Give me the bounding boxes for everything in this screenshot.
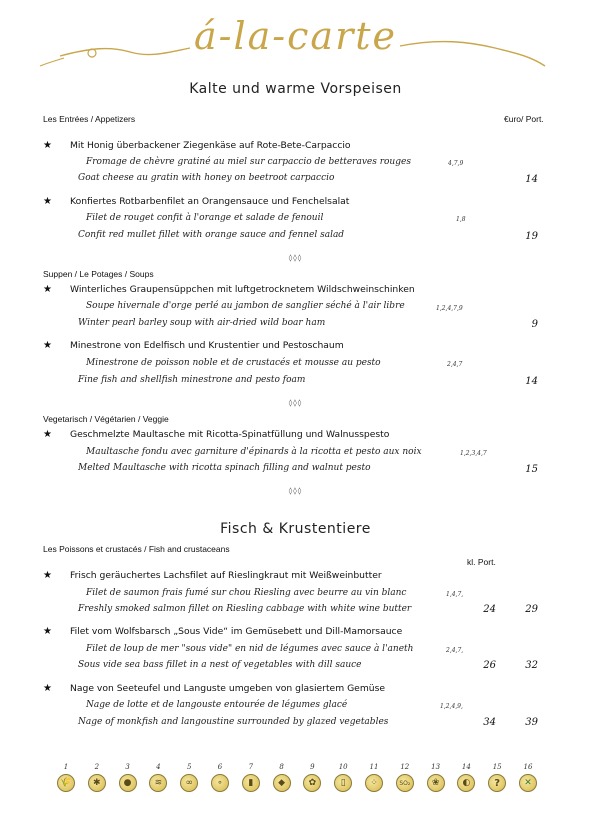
crab-icon: ✱ [88, 774, 106, 792]
dish-star: ★ [43, 284, 52, 295]
dish-name-fr: Soupe hivernale d'orge perlé au jambon de sanglier séché à l'air libre [86, 301, 405, 311]
dish-allergens: 1,2,4,7,9 [436, 305, 463, 312]
mustard-icon: ▯ [334, 774, 352, 792]
category-veggie: Vegetarisch / Végétarien / Veggie [43, 414, 169, 424]
dish-price: 9 [531, 319, 538, 330]
dish-name-de: Winterliches Graupensüppchen mit luftgetrocknetem Wildschweinschinken [70, 284, 415, 295]
dish-allergens: 4,7,9 [448, 160, 464, 167]
logo-text: á-la-carte [193, 14, 397, 58]
allergen-number: 4 [156, 763, 161, 771]
category-entrees: Les Entrées / Appetizers [43, 114, 136, 124]
dish-star: ★ [43, 140, 52, 151]
dish-price: 39 [525, 717, 538, 728]
dish-price-small: 34 [483, 717, 496, 728]
category-soups: Suppen / Le Potages / Soups [43, 269, 154, 279]
dish-allergens: 2,4,7 [447, 361, 463, 368]
egg-icon: ● [119, 774, 137, 792]
allergen-number: 9 [310, 763, 315, 771]
dish-allergens: 2,4,7, [446, 647, 464, 654]
dish-price: 14 [525, 376, 538, 387]
dish-name-fr: Filet de loup de mer "sous vide" en nid de légumes avec sauce à l'aneth [86, 644, 414, 654]
dish-name-en: Fine fish and shellfish minestrone and pesto foam [78, 375, 306, 385]
dish-name-en: Nage of monkfish and langoustine surrounded by glazed vegetables [78, 717, 389, 727]
allergen-number: 11 [369, 763, 379, 771]
dish-name-de: Konfiertes Rotbarbenfilet an Orangensauce und Fenchelsalat [70, 196, 350, 207]
dish-star: ★ [43, 340, 52, 351]
nut-icon: ◆ [273, 774, 291, 792]
wheat-icon: 🌾 [57, 774, 75, 792]
sesame-icon: ⁘ [365, 774, 383, 792]
dish-name-fr: Nage de lotte et de langouste entourée de légumes glacé [86, 700, 348, 710]
dish-price-small: 24 [483, 604, 496, 615]
dish-name-en: Melted Maultasche with ricotta spinach filling and walnut pesto [78, 463, 371, 473]
price-column-header: €uro/ Port. [504, 114, 544, 124]
allergen-number: 16 [523, 763, 533, 771]
dish-name-en: Winter pearl barley soup with air-dried wild boar ham [78, 318, 326, 328]
allergen-number: 7 [248, 763, 254, 771]
dish-price: 29 [525, 604, 538, 615]
peanut-icon: ∞ [180, 774, 198, 792]
allergen-number: 13 [431, 763, 441, 771]
dish-name-de: Nage von Seeteufel und Languste umgeben von glasiertem Gemüse [70, 683, 386, 694]
allergen-number: 8 [279, 763, 284, 771]
dish-name-de: Mit Honig überbackener Ziegenkäse auf Rote-Bete-Carpaccio [70, 140, 351, 151]
mollusc-icon: ◐ [457, 774, 475, 792]
dish-name-fr: Fromage de chèvre gratiné au miel sur carpaccio de betteraves rouges [86, 157, 411, 167]
dish-name-fr: Filet de rouget confit à l'orange et salade de fenouil [86, 213, 324, 223]
celery-icon: ✿ [303, 774, 321, 792]
section-title-starters: Kalte und warme Vorspeisen [189, 81, 402, 97]
dish-allergens: 1,2,3,4,7 [460, 450, 487, 457]
dish-name-en: Freshly smoked salmon fillet on Riesling cabbage with white wine butter [78, 604, 412, 614]
section-title-fish: Fisch & Krustentiere [220, 521, 371, 537]
separator: ◊◊◊ [288, 254, 303, 262]
allergen-number: 15 [492, 763, 502, 771]
dish-star: ★ [43, 570, 52, 581]
allergen-number: 1 [63, 763, 69, 771]
dish-price: 19 [525, 231, 538, 242]
question-icon: ? [488, 774, 506, 792]
dish-name-de: Frisch geräuchertes Lachsfilet auf Rieslingkraut mit Weißweinbutter [70, 570, 382, 581]
dish-star: ★ [43, 196, 52, 207]
category-fish: Les Poissons et crustacés / Fish and crustaceans [43, 544, 230, 554]
separator: ◊◊◊ [288, 487, 303, 495]
dish-name-en: Goat cheese au gratin with honey on beetroot carpaccio [78, 173, 335, 183]
separator: ◊◊◊ [288, 399, 303, 407]
dish-name-fr: Maultasche fondu avec garniture d'épinards à la ricotta et pesto aux noix [86, 447, 422, 457]
allergen-number: 3 [125, 763, 130, 771]
dish-star: ★ [43, 683, 52, 694]
cross-icon: ✕ [519, 774, 537, 792]
dish-name-en: Sous vide sea bass fillet in a nest of vegetables with dill sauce [78, 660, 362, 670]
allergen-number: 5 [186, 763, 192, 771]
allergen-number: 12 [400, 763, 410, 771]
lupin-icon: ❀ [427, 774, 445, 792]
dish-star: ★ [43, 626, 52, 637]
dish-name-de: Minestrone von Edelfisch und Krustentier und Pestoschaum [70, 340, 344, 351]
soy-icon: ∘ [211, 774, 229, 792]
dish-name-fr: Filet de saumon frais fumé sur chou Riesling avec beurre au vin blanc [86, 588, 407, 598]
dish-name-en: Confit red mullet fillet with orange sauce and fennel salad [78, 230, 345, 240]
allergen-number: 6 [217, 763, 223, 771]
dish-name-fr: Minestrone de poisson noble et de crustacés et mousse au pesto [86, 358, 381, 368]
dish-price: 15 [525, 464, 538, 475]
dish-price-small: 26 [483, 660, 496, 671]
dish-allergens: 1,4,7, [446, 591, 464, 598]
allergen-number: 10 [338, 763, 348, 771]
dish-price: 32 [525, 660, 538, 671]
dish-allergens: 1,8 [456, 216, 466, 223]
allergen-number: 2 [94, 763, 100, 771]
dish-allergens: 1,2,4,9, [440, 703, 463, 710]
fish-icon: ≋ [149, 774, 167, 792]
milk-icon: ▮ [242, 774, 260, 792]
small-portion-header: kl. Port. [467, 557, 496, 567]
dish-name-de: Geschmelzte Maultasche mit Ricotta-Spinatfüllung und Walnusspesto [70, 429, 390, 440]
dish-name-de: Filet vom Wolfsbarsch „Sous Vide“ im Gemüsebett und Dill-Mamorsauce [70, 626, 403, 637]
allergen-number: 14 [461, 763, 471, 771]
dish-star: ★ [43, 429, 52, 440]
sulphite-icon: SO₂ [396, 774, 414, 792]
dish-price: 14 [525, 174, 538, 185]
